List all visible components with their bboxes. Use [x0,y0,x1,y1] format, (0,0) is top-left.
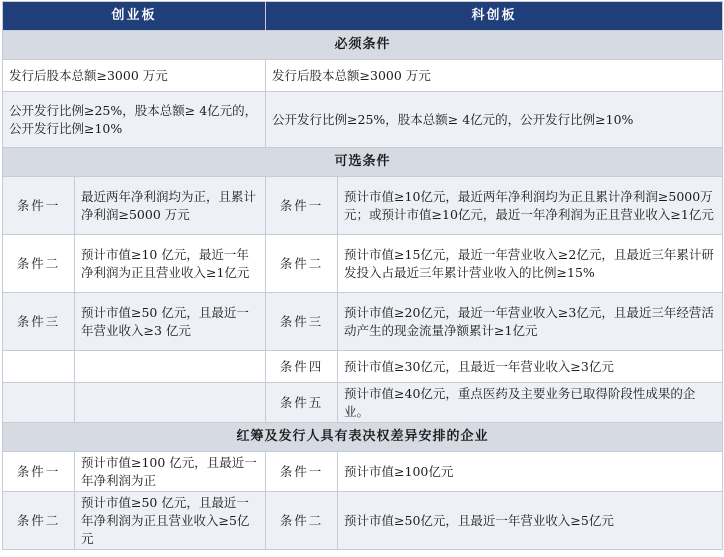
star-condition-label: 条件二 [266,492,338,550]
chinext-header: 创业板 [3,2,266,31]
section-row [3,423,723,452]
table-row [3,383,723,423]
chinext-condition-text: 预计市值≥10 亿元，最近一年净利润为正且营业收入≥1亿元 [75,235,266,293]
chinext-condition-label: 条件三 [3,293,75,351]
star-condition-label: 条件三 [266,293,338,351]
chinext-required-1: 发行后股本总额≥3000 万元 [3,60,266,92]
star-condition-text: 预计市值≥10亿元，最近两年净利润均为正且累计净利润≥5000万元；或预计市值≥10亿元，最近一年净利润为正且营业收入≥1亿元 [338,177,723,235]
star-condition-label: 条件一 [266,177,338,235]
table-row [3,177,723,235]
section-row [3,31,723,60]
chinext-condition-label [3,383,75,423]
chinext-condition-label: 条件一 [3,452,75,492]
star-condition-text: 预计市值≥50亿元，且最近一年营业收入≥5亿元 [338,492,723,550]
chinext-condition-label [3,351,75,383]
table-header-row [3,2,723,31]
section-optional-title: 可选条件 [3,148,723,177]
section-row [3,148,723,177]
listing-conditions-table [2,1,723,550]
star-condition-label: 条件五 [266,383,338,423]
star-required-1: 发行后股本总额≥3000 万元 [266,60,723,92]
chinext-required-2: 公开发行比例≥25%，股本总额≥ 4亿元的，公开发行比例≥10% [3,92,266,148]
star-required-2: 公开发行比例≥25%，股本总额≥ 4亿元的，公开发行比例≥10% [266,92,723,148]
chinext-condition-text: 预计市值≥50 亿元，且最近一年净利润为正且营业收入≥5亿元 [75,492,266,550]
chinext-condition-text [75,351,266,383]
table-row [3,235,723,293]
star-condition-text: 预计市值≥20亿元，最近一年营业收入≥3亿元，且最近三年经营活动产生的现金流量净额累计≥1亿元 [338,293,723,351]
table-row [3,452,723,492]
chinext-condition-text: 预计市值≥100 亿元，且最近一年净利润为正 [75,452,266,492]
star-condition-text: 预计市值≥40亿元，重点医药及主要业务已取得阶段性成果的企业。 [338,383,723,423]
table-row [3,492,723,550]
star-condition-text: 预计市值≥15亿元，最近一年营业收入≥2亿元，且最近三年累计研发投入占最近三年累计营业收入的比例≥15% [338,235,723,293]
star-condition-label: 条件四 [266,351,338,383]
table-row [3,351,723,383]
chinext-condition-text [75,383,266,423]
star-condition-text: 预计市值≥100亿元 [338,452,723,492]
chinext-condition-label: 条件一 [3,177,75,235]
table-row [3,60,723,92]
star-condition-label: 条件二 [266,235,338,293]
table-row [3,293,723,351]
chinext-condition-text: 最近两年净利润均为正，且累计净利润≥5000 万元 [75,177,266,235]
section-red-chip-title: 红筹及发行人具有表决权差异安排的企业 [3,423,723,452]
star-condition-label: 条件一 [266,452,338,492]
star-condition-text: 预计市值≥30亿元，且最近一年营业收入≥3亿元 [338,351,723,383]
chinext-condition-text: 预计市值≥50 亿元，且最近一年营业收入≥3 亿元 [75,293,266,351]
chinext-condition-label: 条件二 [3,492,75,550]
section-required-title: 必须条件 [3,31,723,60]
table-row [3,92,723,148]
star-market-header: 科创板 [266,2,723,31]
chinext-condition-label: 条件二 [3,235,75,293]
